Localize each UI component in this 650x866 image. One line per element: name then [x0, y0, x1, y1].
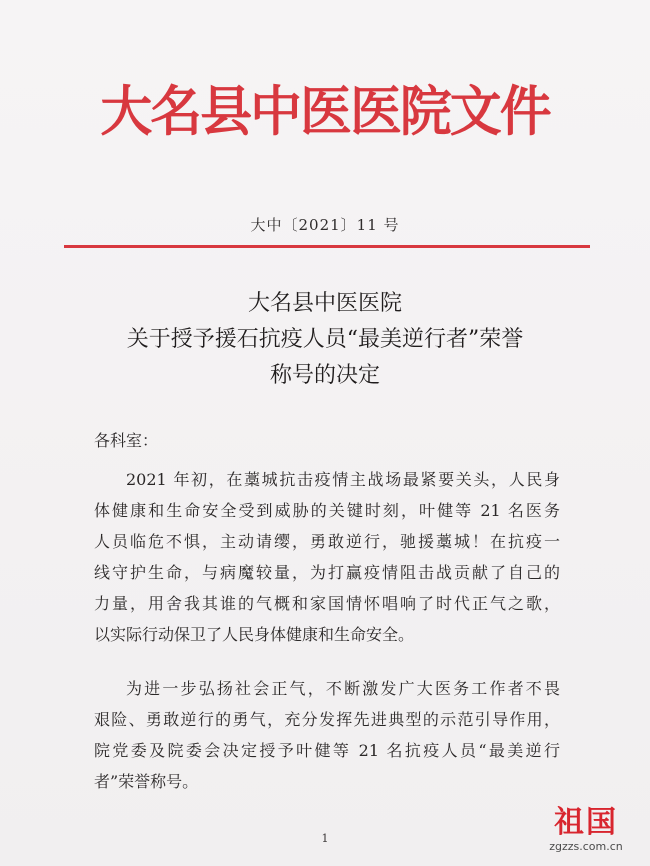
title-line: 称号的决定: [269, 363, 380, 388]
red-divider-line: [64, 245, 590, 248]
paragraph-line: 以实际行动保卫了人民身体健康和生命安全。: [94, 625, 415, 644]
title-line: 大名县中医医院: [247, 291, 402, 316]
paragraph-line: 人员临危不惧，主动请缨，勇敢逆行，驰援藁城！在抗疫一: [94, 532, 560, 551]
paragraph-line: 线守护生命，与病魔较量，为打赢疫情阻击战贡献了自己的: [94, 563, 560, 582]
document-title: [0, 286, 650, 394]
page-number: 1: [321, 832, 329, 845]
watermark-logo-text: 祖国: [554, 805, 618, 840]
paragraph-line: 院党委及院委会决定授予叶健等 21 名抗疫人员“最美逆行: [94, 741, 560, 760]
salutation: 各科室：: [94, 431, 159, 450]
paragraph-line: 者”荣誉称号。: [94, 772, 199, 791]
site-watermark-logo: [536, 806, 636, 858]
paragraph-1: [94, 464, 560, 650]
document-header-title: 大名县中医医院文件: [100, 79, 550, 143]
paragraph-line: 力量，用舍我其谁的气概和家国情怀唱响了时代正气之歌，: [94, 594, 560, 613]
paragraph-line: 艰险、勇敢逆行的勇气，充分发挥先进典型的示范引导作用，: [94, 710, 560, 729]
title-line: 关于授予援石抗疫人员“最美逆行者”荣誉: [126, 327, 524, 352]
paragraph-line: 体健康和生命安全受到威胁的关键时刻，叶健等 21 名医务: [94, 501, 560, 520]
paragraph-line: 为进一步弘扬社会正气，不断激发广大医务工作者不畏: [126, 679, 560, 698]
paragraph-2: [94, 673, 560, 797]
document-number: 大中〔2021〕11 号: [250, 216, 400, 234]
paragraph-line: 2021 年初，在藁城抗击疫情主战场最紧要关头，人民身: [126, 470, 560, 489]
watermark-domain: zgzzs.com.cn: [549, 840, 623, 853]
